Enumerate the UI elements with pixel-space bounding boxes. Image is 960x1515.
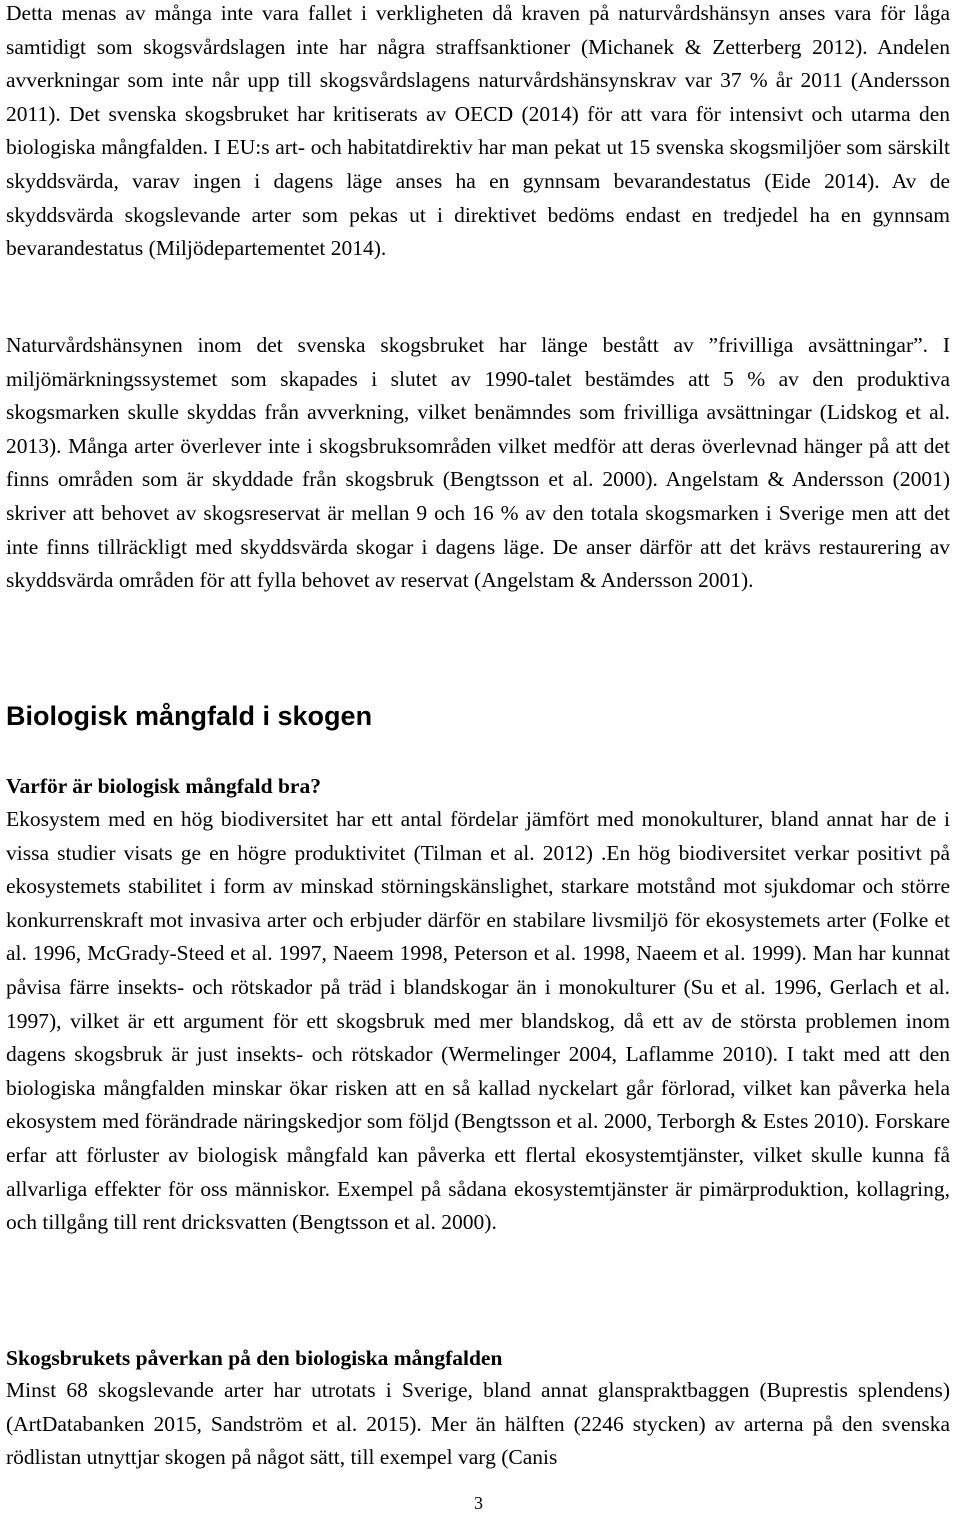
paragraph-2: Naturvårdshänsynen inom det svenska skogsbruket har länge bestått av ”frivilliga avsättningar”. I miljömärkningssystemet som skapades i slutet av 1990-talet bestämdes att 5 % av den produktiva skogsmarken skulle skyddas från avverkning, vilket benämndes som frivilliga avsättningar (Lidskog et al. 2013). Många arter överlever inte i skogsbruksområden vilket medför att deras överlevnad hänger på att det finns områden som är skyddade från skogsbruk (Bengtsson et al. 2000). Angelstam & Andersson (2001) skriver att behovet av skogsreservat är mellan 9 och 16 % av den totala skogsmarken i Sverige men att det inte finns tillräckligt med skyddsvärda skogar i dagens läge. De anser därför att det krävs restaurering av skyddsvärda områden för att fylla behovet av reservat (Angelstam & Andersson 2001).: [6, 333, 950, 593]
paragraph-3: Ekosystem med en hög biodiversitet har ett antal fördelar jämfört med monokulturer, bland annat har de i vissa studier visats ge en högre produktivitet (Tilman et al. 2012) .En hög biodiversitet verkar positivt på ekosystemets stabilitet i form av minskad störningskänslighet, starkare motstånd mot sjukdomar och större konkurrenskraft mot invasiva arter och erbjuder därför en stabilare livsmiljö för ekosystemets arter (Folke et al. 1996, McGrady-Steed et al. 1997, Naeem 1998, Peterson et al. 1998, Naeem et al. 1999). Man har kunnat påvisa färre insekts- och rötskador på träd i blandskogar än i monokulturer (Su et al. 1996, Gerlach et al. 1997), vilket är ett argument för ett skogsbruk med mer blandskog, då ett av de största problemen inom dagens skogsbruk är just insekts- och rötskador (Wermelinger 2004, Laflamme 2010). I takt med att den biologiska mångfalden minskar ökar risken att en så kallad nyckelart går förlorad, vilket kan påverka hela ekosystem med förändrade näringskedjor som följd (Bengtsson et al. 2000, Terborgh & Estes 2010). Forskare erfar att förluster av biologisk mångfald kan påverka ett flertal ekosystemtjänster, vilket skulle kunna få allvarliga effekter för oss människor. Exempel på sådana ekosystemtjänster är pimärproduktion, kollagring, och tillgång till rent dricksvatten (Bengtsson et al. 2000).: [6, 807, 950, 1235]
section-heading: Biologisk mångfald i skogen: [6, 701, 373, 731]
page-number: 3: [474, 1493, 483, 1513]
paragraph-4: Minst 68 skogslevande arter har utrotats i Sverige, bland annat glanspraktbaggen (Buprestis splendens) (ArtDatabanken 2015, Sandström et al. 2015). Mer än hälften (2246 stycken) av arterna på den svenska rödlistan utnyttjar skogen på något sätt, till exempel varg (Canis: [6, 1378, 950, 1470]
subheading-why-biodiversity: Varför är biologisk mångfald bra?: [6, 774, 321, 798]
paragraph-1: Detta menas av många inte vara fallet i verkligheten då kraven på naturvårdshänsyn anses vara för låga samtidigt som skogsvårdslagen inte har några straffsanktioner (Michanek & Zetterberg 2012). Andelen avverkningar som inte når upp till skogsvårdslagens naturvårdshänsynskrav var 37 % år 2011 (Andersson 2011). Det svenska skogsbruket har kritiserats av OECD (2014) för att vara för intensivt och utarma den biologiska mångfalden. I EU:s art- och habitatdirektiv har man pekat ut 15 svenska skogsmiljöer som särskilt skyddsvärda, varav ingen i dagens läge anses ha en gynnsam bevarandestatus (Eide 2014). Av de skyddsvärda skogslevande arter som pekas ut i direktivet bedöms endast en tredjedel ha en gynnsam bevarandestatus (Miljödepartementet 2014).: [6, 1, 950, 261]
subheading-forestry-impact: Skogsbrukets påverkan på den biologiska mångfalden: [6, 1346, 503, 1370]
